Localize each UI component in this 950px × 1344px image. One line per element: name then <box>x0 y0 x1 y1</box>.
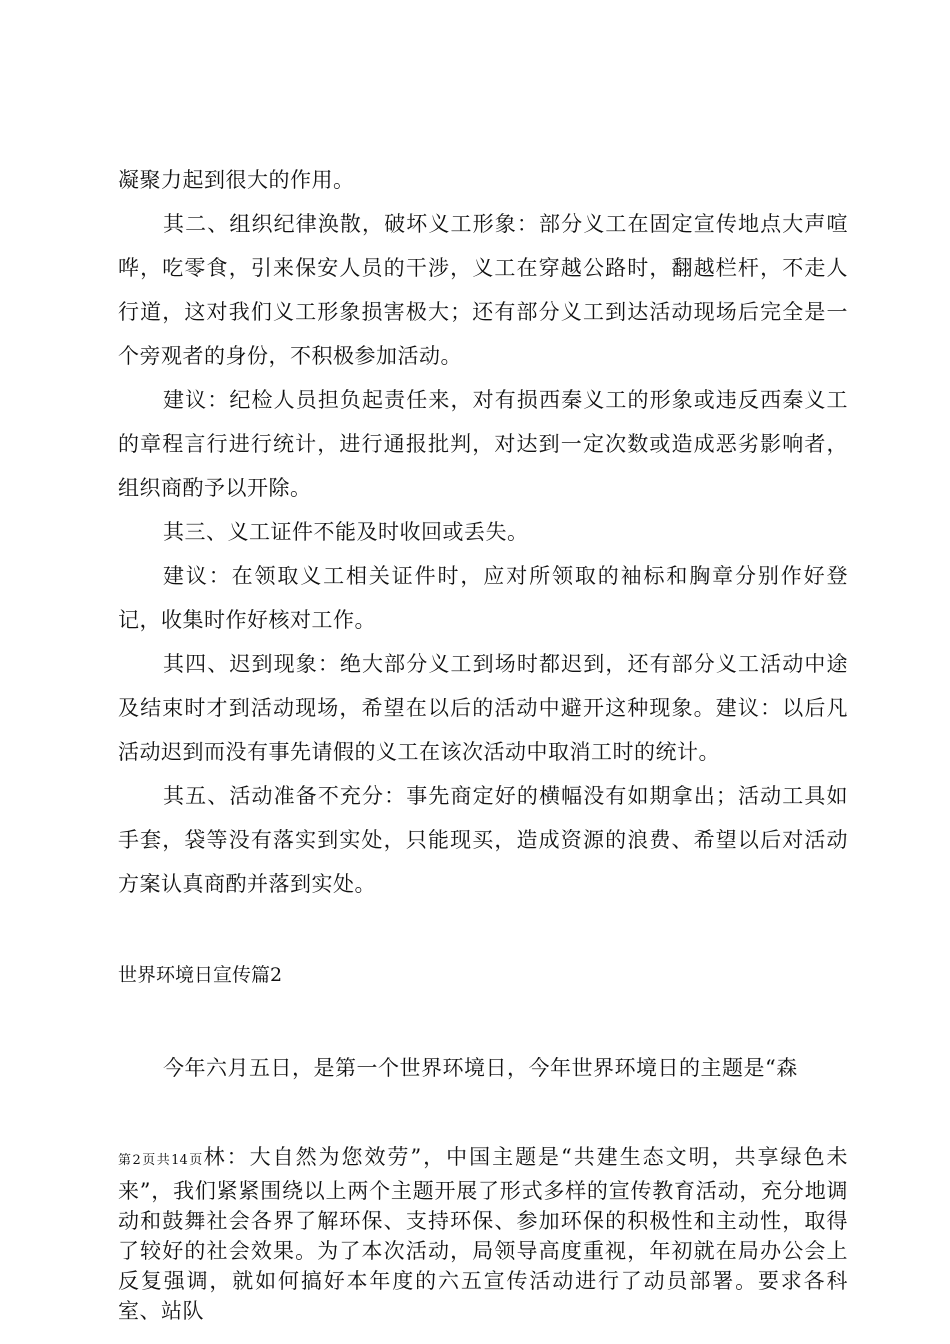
paragraph-suggestion-three: 建议：在领取义工相关证件时，应对所领取的袖标和胸章分别作好登记，收集时作好核对工作。 <box>118 564 848 632</box>
paragraph-issue-five: 其五、活动准备不充分：事先商定好的横幅没有如期拿出；活动工具如手套，袋等没有落实到实处，只能现买，造成资源的浪费、希望以后对活动方案认真商酌并落到实处。 <box>118 784 848 896</box>
paragraph-issue-two: 其二、组织纪律涣散，破坏义工形象：部分义工在固定宣传地点大声喧哗，吃零食，引来保安人员的干涉，义工在穿越公路时，翻越栏杆，不走人行道，这对我们义工形象损害极大；还有部分义工到达活动现场后完全是一个旁观者的身份，不积极参加活动。 <box>118 212 848 368</box>
continuation-text: 林：大自然为您效劳”，中国主题是“共建生态文明，共享绿色未来”，我们紧紧围绕以上两个主题开展了形式多样的宣传教育活动，充分地调动和鼓舞社会各界了解环保、支持环保、参加环保的积极性和主动性，取得了较好的社会效果。为了本次活动，局领导高度重视，年初就在局办公会上反复强调，就如何搞好本年度的六五宣传活动进行了动员部署。要求各科室、站队 <box>118 1145 848 1323</box>
paragraph-issue-three: 其三、义工证件不能及时收回或丢失。 <box>163 520 529 544</box>
paragraph-suggestion-two: 建议：纪检人员担负起责任来，对有损西秦义工的形象或违反西秦义工的章程言行进行统计，进行通报批判，对达到一定次数或造成恶劣影响者，组织商酌予以开除。 <box>118 388 848 500</box>
paragraph-issue-four: 其四、迟到现象：绝大部分义工到场时都迟到，还有部分义工活动中途及结束时才到活动现场，希望在以后的活动中避开这种现象。建议：以后凡活动迟到而没有事先请假的义工在该次活动中取消工时的统计。 <box>118 652 848 764</box>
page-number: 第2页共14页 <box>118 1153 204 1168</box>
section-heading: 世界环境日宣传篇2 <box>118 964 283 986</box>
continuation-paragraph <box>118 1142 848 1326</box>
intro-paragraph: 今年六月五日，是第一个世界环境日，今年世界环境日的主题是“森 <box>163 1056 798 1080</box>
paragraph-continued: 凝聚力起到很大的作用。 <box>118 168 355 192</box>
